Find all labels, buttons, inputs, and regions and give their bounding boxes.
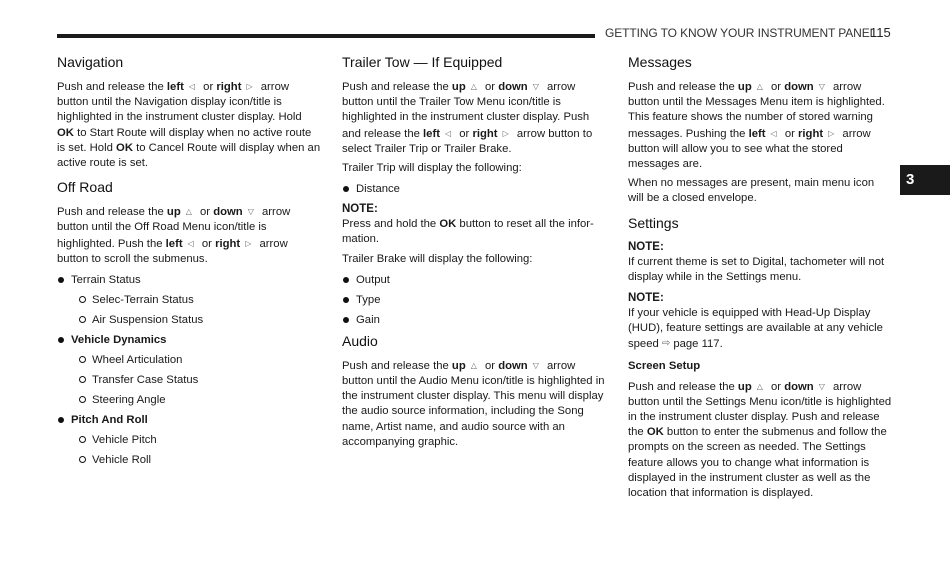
right-arrow-icon: ▷	[502, 128, 509, 138]
note-text: If current theme is set to Digital, tachometer will not display while in the Settings menu.	[628, 255, 885, 283]
chapter-tab: 3	[900, 165, 950, 195]
list-item: Output	[342, 273, 606, 287]
audio-paragraph: Push and release the up △ or down ▽ arrow button until the Audio Menu icon/title is highlighted in the instrument cluster display. This menu will display the audio source information, including the Song name, Artist name, and audio source with an accompanying graphic.	[342, 359, 605, 448]
trailer-tow-paragraph: Push and release the up △ or down ▽ arrow button until the Trailer Tow Menu icon/title is highlighted in the instrument cluster display. Push and release the left ◁ or right ▷ arrow button to select Trailer Trip or Trailer Brake.	[342, 81, 593, 155]
list-item: Transfer Case Status	[57, 373, 321, 387]
page-number: 115	[870, 25, 891, 40]
left-arrow-icon: ◁	[444, 128, 452, 138]
settings-heading: Settings	[628, 214, 679, 231]
messages-paragraph: Push and release the up △ or down ▽ arrow button until the Messages Menu item is highlighted. This feature shows the number of stored warning messages. Pushing the left ◁ or right ▷ arrow button will allow you to see what the stored messages are.	[628, 81, 885, 171]
right-arrow-icon: ▷	[245, 238, 252, 248]
page-reference-arrow-icon: ⇨	[661, 338, 671, 350]
note-heading: NOTE:	[628, 292, 664, 305]
list-item: Gain	[342, 313, 606, 327]
list-item: Terrain Status	[57, 273, 321, 287]
trailer-brake-list	[342, 273, 606, 327]
messages-paragraph-2: When no messages are present, main menu icon will be a closed envelope.	[628, 177, 875, 205]
trailer-brake-intro: Trailer Brake will display the following:	[342, 252, 533, 265]
trailer-trip-list	[342, 182, 606, 196]
column-2	[342, 54, 606, 454]
list-item: Type	[342, 293, 606, 307]
messages-heading: Messages	[628, 54, 692, 70]
settings-paragraph: Push and release the up △ or down ▽ arrow button until the Settings Menu icon/title is highlighted in the instrument cluster display. Push and release the OK button to enter the submenus and follow the prompts on the screen as needed. The Settings feature allows you to change what information is displayed in the instrument cluster as well as the location that information is displayed.	[628, 380, 892, 500]
column-1	[57, 54, 321, 473]
list-item: Pitch And Roll	[57, 413, 321, 427]
left-arrow-icon: ◁	[188, 82, 196, 91]
trailer-trip-intro: Trailer Trip will display the following:	[342, 162, 522, 175]
down-arrow-icon: ▽	[532, 360, 539, 370]
right-arrow-icon: ▷	[828, 128, 835, 138]
up-arrow-icon: △	[185, 207, 192, 217]
navigation-paragraph: Push and release the left ◁ or right ▷ arrow button until the Navigation display icon/title is highlighted in the instrument cluster display. Hold OK to Start Route will display when no active route is set. Hold OK to Cancel Route will display when an active route is set.	[57, 81, 321, 170]
off-road-submenu-list	[57, 273, 321, 467]
header-rule	[57, 34, 595, 38]
column-3	[628, 54, 892, 505]
list-item: Vehicle Roll	[57, 453, 321, 467]
right-arrow-icon: ▷	[246, 82, 253, 91]
screen-setup-heading: Screen Setup	[628, 359, 701, 372]
running-header: GETTING TO KNOW YOUR INSTRUMENT PANEL	[605, 26, 877, 40]
note-heading: NOTE:	[628, 240, 664, 253]
up-arrow-icon: △	[470, 82, 477, 91]
audio-heading: Audio	[342, 332, 378, 349]
off-road-heading: Off Road	[57, 179, 113, 196]
list-item: Distance	[342, 182, 606, 196]
trailer-tow-heading: Trailer Tow — If Equipped	[342, 54, 503, 70]
list-item: Air Suspension Status	[57, 313, 321, 327]
list-item: Selec-Terrain Status	[57, 293, 321, 307]
page-reference-link[interactable]: page 117.	[673, 338, 723, 351]
down-arrow-icon: ▽	[818, 381, 825, 391]
up-arrow-icon: △	[756, 381, 763, 391]
left-arrow-icon: ◁	[187, 238, 194, 248]
down-arrow-icon: ▽	[818, 82, 825, 91]
down-arrow-icon: ▽	[247, 207, 254, 217]
note-heading: NOTE:	[342, 203, 378, 216]
list-item: Steering Angle	[57, 393, 321, 407]
up-arrow-icon: △	[756, 82, 763, 91]
off-road-paragraph: Push and release the up △ or down ▽ arrow button until the Off Road Menu icon/title is highlighted. Push the left ◁ or right ▷ arrow button to scroll the submenus.	[57, 206, 291, 265]
up-arrow-icon: △	[470, 360, 477, 370]
list-item: Vehicle Dynamics	[57, 333, 321, 347]
left-arrow-icon: ◁	[770, 128, 777, 138]
navigation-heading: Navigation	[57, 54, 124, 70]
note-text: Press and hold the OK button to reset all the infor-mation.	[342, 218, 594, 246]
list-item: Wheel Articulation	[57, 353, 321, 367]
down-arrow-icon: ▽	[532, 82, 539, 91]
list-item: Vehicle Pitch	[57, 433, 321, 447]
note-text: If your vehicle is equipped with Head-Up Display (HUD), feature settings are available at any vehicle speed ⇨ page 117.	[628, 307, 883, 351]
